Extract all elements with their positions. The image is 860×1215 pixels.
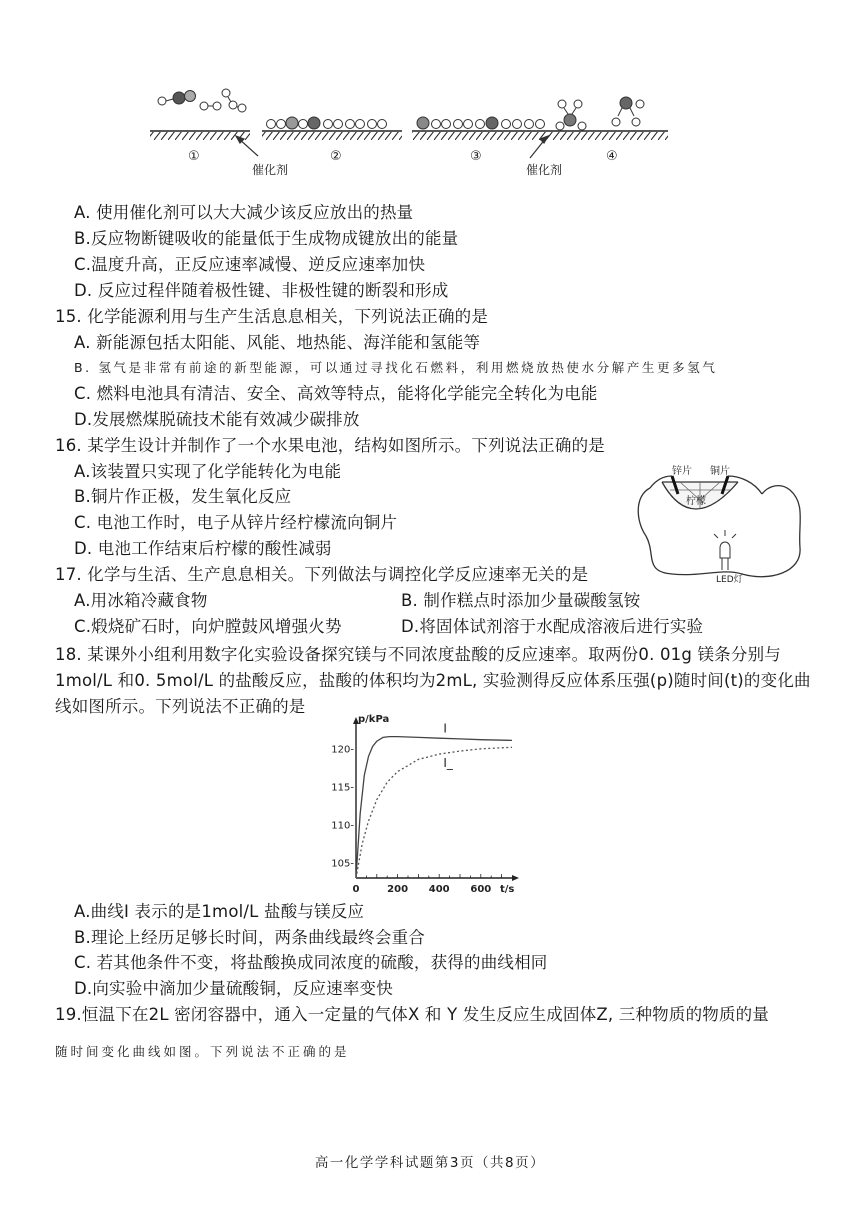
- copper-label: 铜片: [710, 466, 730, 477]
- q16-option-d: D. 电池工作结束后柠檬的酸性减弱: [74, 539, 332, 558]
- q18-option-c: C. 若其他条件不变，将盐酸换成同浓度的硫酸，获得的曲线相同: [74, 953, 548, 972]
- x-tick-label: 400: [428, 884, 450, 895]
- catalyst-surfaces: [150, 131, 668, 140]
- led-icon: [714, 530, 736, 570]
- series-label-2: I_: [443, 756, 453, 771]
- x-tick-label: 0: [352, 884, 360, 895]
- y-tick-label: 110-: [331, 820, 354, 832]
- series-line-2: [356, 747, 512, 878]
- zinc-label: 锌片: [672, 466, 692, 477]
- pressure-time-chart: [316, 712, 522, 900]
- molecules-stage-3: [417, 117, 545, 129]
- q17-option-c: C.煅烧矿石时，向炉膛鼓风增强火势: [74, 617, 342, 636]
- q17-stem: 17. 化学与生活、生产息息相关。下列做法与调控化学反应速率无关的是: [55, 565, 589, 584]
- q19-stem-line-2: 随时间变化曲线如图。下列说法不正确的是: [55, 1044, 350, 1059]
- molecules-stage-2: [267, 117, 387, 129]
- x-tick-label: 200: [387, 884, 409, 895]
- step-label-4: ④: [606, 149, 618, 164]
- q15-option-b: B. 氢气是非常有前途的新型能源，可以通过寻找化石燃料，利用燃烧放热使水分解产生更多氢气: [74, 360, 718, 375]
- page-footer: 高一化学学科试题第3页（共8页）: [314, 1155, 546, 1171]
- q14-option-d: D. 反应过程伴随着极性键、非极性键的断裂和形成: [74, 281, 449, 300]
- y-tick-label: 120-: [331, 744, 354, 756]
- q18-stem-line-3: 线如图所示。下列说法不正确的是: [55, 697, 306, 716]
- q16-option-c: C. 电池工作时，电子从锌片经柠檬流向铜片: [74, 513, 398, 532]
- x-axis-arrow: [512, 875, 519, 881]
- q14-option-c: C.温度升高，正反应速率减慢、逆反应速率加快: [74, 255, 426, 274]
- q17-option-b: B. 制作糕点时添加少量碳酸氢铵: [401, 591, 641, 610]
- q18-stem-line-1: 18. 某课外小组利用数字化实验设备探究镁与不同浓度盐酸的反应速率。取两份0. 01g 镁条分别与: [55, 645, 781, 664]
- molecules-stage-1: [158, 89, 246, 112]
- q16-option-a: A.该装置只实现了化学能转化为电能: [74, 462, 342, 481]
- x-tick-label: 600: [470, 884, 492, 895]
- q16-stem: 16. 某学生设计并制作了一个水果电池，结构如图所示。下列说法正确的是: [55, 436, 605, 455]
- catalyst-reaction-figure: [140, 86, 680, 182]
- q18-option-a: A.曲线I 表示的是1mol/L 盐酸与镁反应: [74, 902, 365, 921]
- y-tick-label: 105-: [331, 858, 354, 870]
- q19-stem: 19.恒温下在2L 密闭容器中，通入一定量的气体X 和 Y 发生反应生成固体Z, 三种物质的物质的量: [55, 1005, 770, 1024]
- y-tick-label: 115-: [331, 782, 354, 794]
- step-label-1: ①: [188, 149, 200, 164]
- series-label-1: I: [443, 721, 447, 736]
- catalyst-label-left: 催化剂: [252, 163, 289, 177]
- lemon-label: 柠檬: [686, 496, 706, 507]
- series-line-1: [356, 737, 512, 878]
- q16-option-b: B.铜片作正极，发生氧化反应: [74, 487, 292, 506]
- fruit-battery-figure: [630, 464, 810, 584]
- q14-option-a: A. 使用催化剂可以大大减少该反应放出的热量: [74, 203, 414, 222]
- step-label-2: ②: [330, 149, 342, 164]
- q15-option-c: C. 燃料电池具有清洁、安全、高效等特点，能将化学能完全转化为电能: [74, 384, 598, 403]
- molecules-stage-4: [556, 97, 644, 130]
- q14-option-b: B.反应物断键吸收的能量低于生成物成键放出的能量: [74, 229, 459, 248]
- q18-option-d: D.向实验中滴加少量硫酸铜，反应速率变快: [74, 979, 393, 998]
- led-label: LED灯: [716, 575, 743, 584]
- step-label-3: ③: [470, 149, 482, 164]
- q18-stem-line-2: 1mol/L 和0. 5mol/L 的盐酸反应，盐酸的体积均为2mL, 实验测得反应体系压强(p)随时间(t)的变化曲: [55, 671, 811, 690]
- q15-option-d: D.发展燃煤脱硫技术能有效减少碳排放: [74, 410, 360, 429]
- q17-option-d: D.将固体试剂溶于水配成溶液后进行实验: [401, 617, 704, 636]
- q15-option-a: A. 新能源包括太阳能、风能、地热能、海洋能和氢能等: [74, 333, 481, 352]
- q15-stem: 15. 化学能源利用与生产生活息息相关，下列说法正确的是: [55, 307, 489, 326]
- x-axis-label: t/s: [500, 884, 515, 895]
- q18-option-b: B.理论上经历足够长时间，两条曲线最终会重合: [74, 928, 425, 947]
- q17-option-a: A.用冰箱冷藏食物: [74, 591, 208, 610]
- y-axis-label: p/kPa: [358, 714, 390, 725]
- catalyst-label-right: 催化剂: [526, 163, 563, 177]
